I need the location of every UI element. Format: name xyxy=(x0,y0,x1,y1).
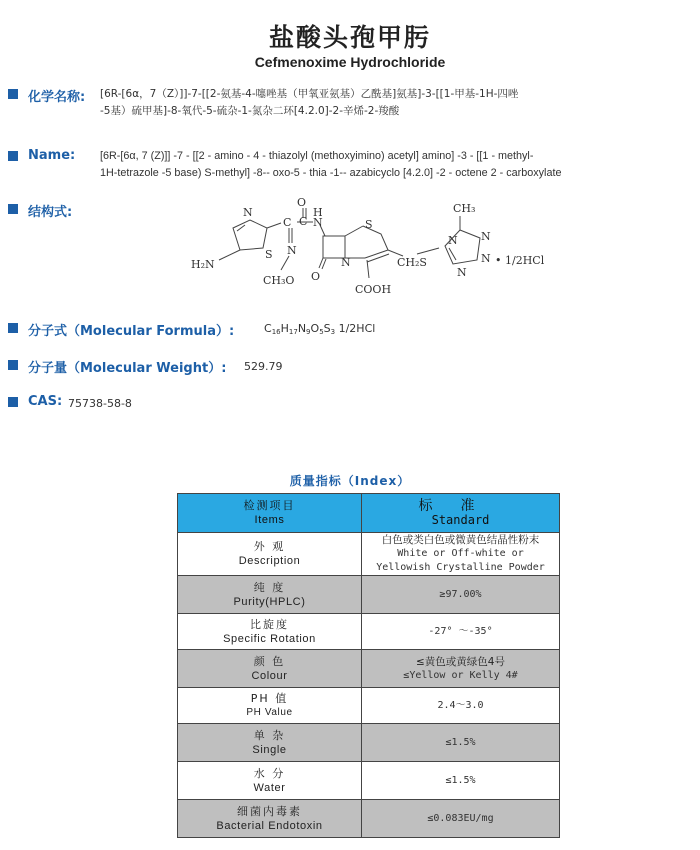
struct-CH3: CH₃ xyxy=(453,202,476,215)
formula-value: $C_{16}H_{17}N_9O_5S_3$ 1/2HCl xyxy=(264,322,376,336)
name-label: Name: xyxy=(28,148,76,163)
cas-label: CAS: xyxy=(28,394,63,409)
index-table xyxy=(177,493,560,838)
table-row: 颜 色 Colour ≤黄色或黄绿色4号 ≤Yellow or Kelly 4# xyxy=(178,650,560,688)
struct-hcl: • 1/2HCl xyxy=(495,254,545,267)
structure-diagram xyxy=(185,198,565,313)
table-row: 水 分 Water ≤1.5% xyxy=(178,762,560,800)
struct-CH3O: CH₃O xyxy=(263,274,295,287)
struct-N-thiazole: N xyxy=(243,206,253,219)
page-title: 盐酸头孢甲肟 xyxy=(268,23,431,52)
bullet-square-icon xyxy=(8,323,18,333)
struct-N-amide: N xyxy=(313,216,323,229)
struct-N-tz4: N xyxy=(481,230,491,243)
bullet-square-icon xyxy=(8,397,18,407)
struct-N-tz3: N xyxy=(457,266,467,279)
header-items: 检测项目 Items xyxy=(178,494,362,533)
bullet-square-icon xyxy=(8,151,18,161)
struct-C-amide: C xyxy=(299,215,308,228)
struct-N-tz2: N xyxy=(481,252,491,265)
table-row: 比旋度 Specific Rotation -27° ～-35° xyxy=(178,614,560,650)
weight-label: 分子量（Molecular Weight）: xyxy=(28,361,227,376)
structure-label: 结构式: xyxy=(28,205,73,220)
cas-value: 75738-58-8 xyxy=(68,397,132,410)
name-line1: [6R-[6α, 7 (Z)]] -7 - [[2 - amino - 4 - thiazolyl (methoxyimino) acetyl] amino] -3 - [[1 - methyl- xyxy=(100,150,534,162)
table-row: 纯 度 Purity(HPLC) ≥97.00% xyxy=(178,576,560,614)
name-value xyxy=(100,148,561,182)
struct-H2N: H₂N xyxy=(191,258,215,271)
struct-C-imino: C xyxy=(283,216,292,229)
bullet-square-icon xyxy=(8,89,18,99)
table-row: PH 值 PH Value 2.4～3.0 xyxy=(178,688,560,724)
chem-name-line2: -5基）硫甲基]-8-氧代-5-硫杂-1-氮杂二环[4.2.0]-2-辛烯-2-羧酸 xyxy=(100,105,400,117)
table-row: 外 观 Description 白色或类白色或微黄色结晶性粉末 White or Off-white or Yellowish Crystalline Powder xyxy=(178,533,560,576)
bullet-square-icon xyxy=(8,360,18,370)
struct-N-lactam: N xyxy=(341,256,351,269)
page-subtitle: Cefmenoxime Hydrochloride xyxy=(254,54,446,70)
table-row: 单 杂 Single ≤1.5% xyxy=(178,724,560,762)
header-standard: 标准 Standard xyxy=(362,494,560,533)
table-row: 细菌内毒素 Bacterial Endotoxin ≤0.083EU/mg xyxy=(178,800,560,838)
struct-COOH: COOH xyxy=(355,283,392,296)
table-header-row xyxy=(178,494,560,533)
struct-CH2S: CH₂S xyxy=(397,256,427,269)
formula-label: 分子式（Molecular Formula）: xyxy=(28,324,235,339)
struct-N-imino: N xyxy=(287,244,297,257)
struct-O-amide: O xyxy=(297,198,307,209)
chem-name-label: 化学名称: xyxy=(28,90,86,105)
struct-O-lactam: O xyxy=(311,270,321,283)
chem-name-line1: [6R-[6α，7（Z）]]-7-[[2-氨基-4-噻唑基（甲氧亚氨基）乙酰基]氨基]-3-[[1-甲基-1H-四唑 xyxy=(100,88,519,100)
struct-S-thiazole: S xyxy=(265,248,273,261)
struct-H-amide: H xyxy=(313,206,323,219)
weight-value: 529.79 xyxy=(244,360,283,373)
bullet-square-icon xyxy=(8,204,18,214)
struct-N-tz1: N xyxy=(448,234,458,247)
name-line2: 1H-tetrazole -5 base) S-methyl] -8-- oxo-5 - thia -1-- azabicyclo [4.2.0] -2 - octene 2 - carboxylate xyxy=(100,167,562,179)
struct-S-ring: S xyxy=(365,218,373,231)
chem-name-value xyxy=(100,86,518,120)
index-title: 质量指标（Index） xyxy=(289,474,411,488)
